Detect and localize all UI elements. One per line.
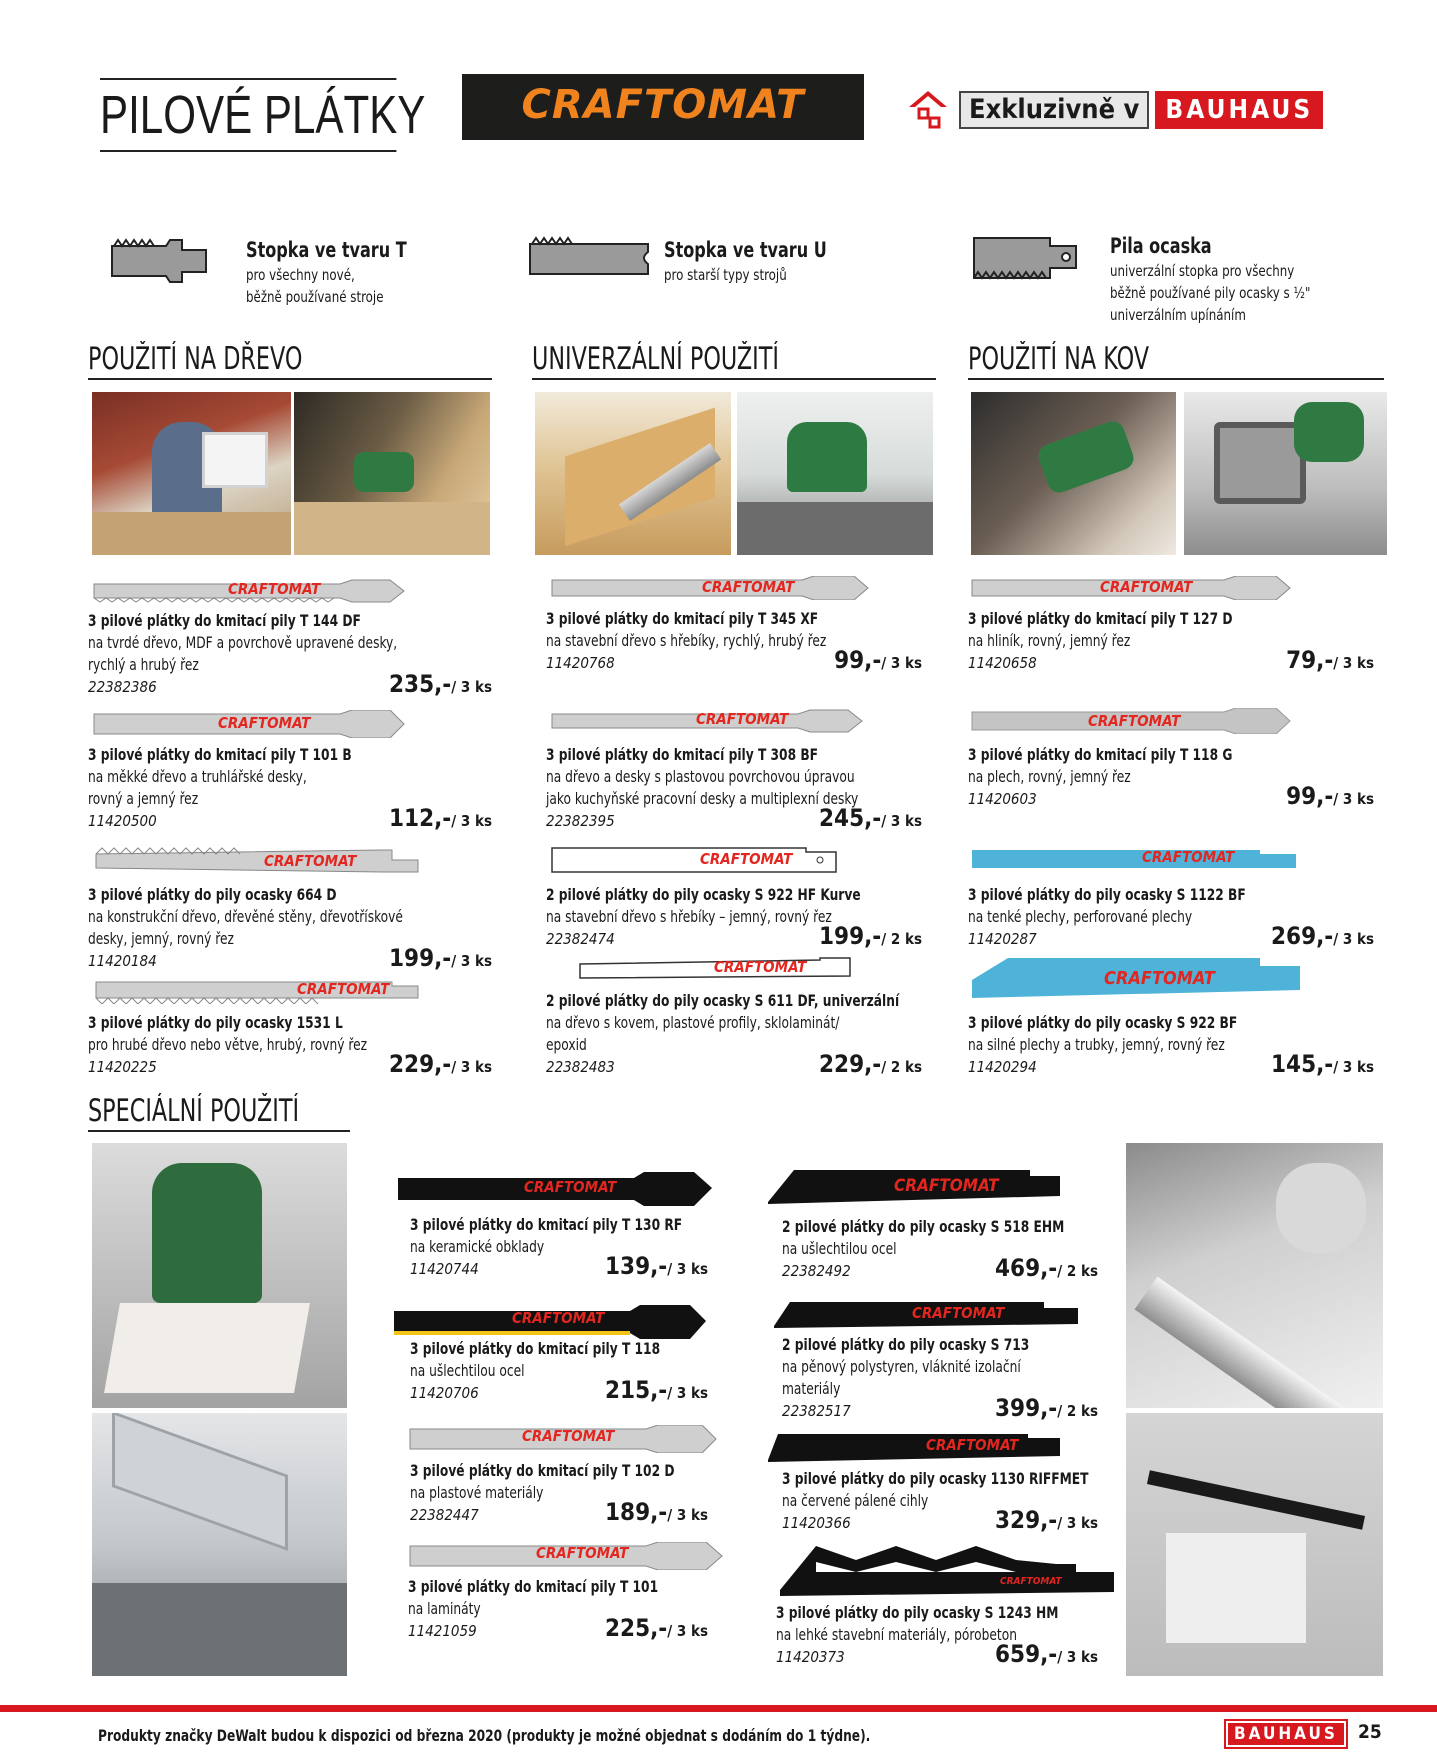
blade-664d: CRAFTOMAT [92, 846, 420, 876]
blade-t118g: CRAFTOMAT [968, 708, 1292, 734]
blade-t101: CRAFTOMAT [406, 1542, 724, 1570]
heading-wood: POUŽITÍ NA DŘEVO [88, 340, 492, 380]
price-1531l: 229,-/ 3 ks [389, 1050, 492, 1078]
product-t144df: 3 pilové plátky do kmitací pily T 144 DF na tvrdé dřevo, MDF a povrchově upravené desky, rychlý a hrubý řez 22382386 235,-/ 3 ks [88, 611, 492, 698]
u-shank-icon [528, 236, 652, 280]
price-s713: 399,-/ 2 ks [995, 1394, 1098, 1422]
shank-desc-t: pro všechny nové, běžně používané stroje [246, 266, 384, 306]
craftomat-logo: CRAFTOMAT [462, 74, 864, 140]
blade-s518ehm: CRAFTOMAT [764, 1166, 1064, 1204]
blade-s922hf: CRAFTOMAT [548, 842, 840, 876]
photo-aluminium-profile [92, 1413, 347, 1676]
blade-s1122bf: CRAFTOMAT [968, 846, 1300, 872]
shank-desc-u: pro starší typy strojů [664, 266, 787, 284]
price-t102d: 189,-/ 3 ks [605, 1498, 708, 1526]
product-t102d: 3 pilové plátky do kmitací pily T 102 D na plastové materiály 22382447 189,-/ 3 ks [410, 1461, 708, 1526]
page-number: 25 [1358, 1721, 1382, 1743]
heading-universal: UNIVERZÁLNÍ POUŽITÍ [532, 340, 936, 380]
exclusive-badge [905, 88, 1323, 132]
product-t308bf: 3 pilové plátky do kmitací pily T 308 BF na dřevo a desky s plastovou povrchovou úpravou jako kuchyňské pracovní desky a multiplexní desky 22382395 245,-/ 3 ks [546, 745, 922, 832]
product-t130rf: 3 pilové plátky do kmitací pily T 130 RF na keramické obklady 11420744 139,-/ 3 ks [410, 1215, 708, 1280]
price-t118: 215,-/ 3 ks [605, 1376, 708, 1404]
price-s518ehm: 469,-/ 2 ks [995, 1254, 1098, 1282]
photo-saw-brick [1126, 1413, 1383, 1676]
product-s611df: 2 pilové plátky do pily ocasky S 611 DF, univerzální na dřevo s kovem, plastové profily, sklolaminát/ epoxid 22382483 229,-/ 2 ks [546, 991, 922, 1078]
product-t101b: 3 pilové plátky do kmitací pily T 101 B na měkké dřevo a truhlářské desky, rovný a jemný řez 11420500 112,-/ 3 ks [88, 745, 492, 832]
blade-s713: CRAFTOMAT [770, 1300, 1082, 1330]
price-t308bf: 245,-/ 3 ks [819, 804, 922, 832]
blade-1130riffmet: CRAFTOMAT [764, 1430, 1064, 1464]
price-t127d: 79,-/ 3 ks [1286, 646, 1374, 674]
heading-special: SPECIÁLNÍ POUŽITÍ [88, 1092, 350, 1132]
blade-s1243hm: CRAFTOMAT [776, 1542, 1118, 1598]
blade-s922bf: CRAFTOMAT [968, 956, 1304, 1000]
bauhaus-logo: BAUHAUS [1155, 91, 1323, 129]
blade-t130rf: CRAFTOMAT [394, 1172, 718, 1206]
footer-bar [0, 1705, 1437, 1712]
price-t130rf: 139,-/ 3 ks [605, 1252, 708, 1280]
exclusive-text: Exkluzivně v [959, 91, 1149, 129]
product-t127d: 3 pilové plátky do kmitací pily T 127 D na hliník, rovný, jemný řez 11420658 79,-/ 3 ks [968, 609, 1374, 674]
photo-saw-steel-pipe [1126, 1143, 1383, 1408]
photo-jigsaw-tiles [92, 1143, 347, 1408]
footer-bauhaus-logo: BAUHAUS [1226, 1721, 1346, 1747]
price-t118g: 99,-/ 3 ks [1286, 782, 1374, 810]
heading-metal: POUŽITÍ NA KOV [968, 340, 1384, 380]
price-t101: 225,-/ 3 ks [605, 1614, 708, 1642]
price-s1122bf: 269,-/ 3 ks [1271, 922, 1374, 950]
photo-jigsaw-wood [294, 392, 490, 555]
page-title: PILOVÉ PLÁTKY [100, 78, 396, 152]
bauhaus-house-icon [905, 87, 951, 133]
price-s611df: 229,-/ 2 ks [819, 1050, 922, 1078]
blade-t102d: CRAFTOMAT [406, 1425, 718, 1453]
blade-t118: CRAFTOMAT [390, 1305, 708, 1339]
product-1531l: 3 pilové plátky do pily ocasky 1531 L pro hrubé dřevo nebo větve, hrubý, rovný řez 11420225 229,-/ 3 ks [88, 1013, 492, 1078]
product-t101: 3 pilové plátky do kmitací pily T 101 na lamináty 11421059 225,-/ 3 ks [408, 1577, 708, 1642]
shank-title-reciprocating: Pila ocaska [1110, 234, 1212, 258]
blade-t144df: CRAFTOMAT [90, 578, 406, 604]
product-s1243hm: 3 pilové plátky do pily ocasky S 1243 HM na lehké stavební materiály, pórobeton 11420373 659,-/ 3 ks [776, 1603, 1098, 1668]
price-t345xf: 99,-/ 3 ks [834, 646, 922, 674]
blade-s611df: CRAFTOMAT [576, 954, 854, 982]
footer-note: Produkty značky DeWalt budou k dispozici od března 2020 (produkty je možné objednat s dodáním do 1 týdne). [98, 1726, 871, 1745]
price-s1243hm: 659,-/ 3 ks [995, 1640, 1098, 1668]
product-s922bf: 3 pilové plátky do pily ocasky S 922 BF na silné plechy a trubky, jemný, rovný řez 11420294 145,-/ 3 ks [968, 1013, 1374, 1078]
product-t118g: 3 pilové plátky do kmitací pily T 118 G na plech, rovný, jemný řez 11420603 99,-/ 3 ks [968, 745, 1374, 810]
product-664d: 3 pilové plátky do pily ocasky 664 D na konstrukční dřevo, dřevěné stěny, dřevotřískové desky, jemný, rovný řez 11420184 199,-/ 3 ks [88, 885, 492, 972]
product-s1122bf: 3 pilové plátky do pily ocasky S 1122 BF na tenké plechy, perforované plechy 11420287 269,-/ 3 ks [968, 885, 1374, 950]
price-s922hf: 199,-/ 2 ks [819, 922, 922, 950]
photo-jigsaw-metal-pipe [1184, 392, 1387, 555]
reciprocating-shank-icon [972, 234, 1080, 282]
photo-jigsaw-countertop [737, 392, 933, 555]
t-shank-icon [110, 236, 208, 286]
product-s518ehm: 2 pilové plátky do pily ocasky S 518 EHM na ušlechtilou ocel 22382492 469,-/ 2 ks [782, 1217, 1098, 1282]
blade-t308bf: CRAFTOMAT [548, 708, 864, 734]
product-s713: 2 pilové plátky do pily ocasky S 713 na pěnový polystyren, vláknité izolační materiály 22382517 399,-/ 2 ks [782, 1335, 1098, 1422]
blade-1531l: CRAFTOMAT [92, 976, 422, 1004]
product-t118: 3 pilové plátky do kmitací pily T 118 na ušlechtilou ocel 11420706 215,-/ 3 ks [410, 1339, 708, 1404]
product-1130riffmet: 3 pilové plátky do pily ocasky 1130 RIFFMET na červené pálené cihly 11420366 329,-/ 3 ks [782, 1469, 1098, 1534]
shank-title-t: Stopka ve tvaru T [246, 238, 407, 262]
shank-desc-reciprocating: univerzální stopka pro všechny běžně používané pily ocasky s ½" univerzálním upínáním [1110, 262, 1311, 324]
product-t345xf: 3 pilové plátky do kmitací pily T 345 XF na stavební dřevo s hřebíky, rychlý, hrubý řez 11420768 99,-/ 3 ks [546, 609, 922, 674]
price-s922bf: 145,-/ 3 ks [1271, 1050, 1374, 1078]
photo-man-drilling-wood [92, 392, 291, 555]
price-1130riffmet: 329,-/ 3 ks [995, 1506, 1098, 1534]
price-t101b: 112,-/ 3 ks [389, 804, 492, 832]
blade-t101b: CRAFTOMAT [90, 710, 406, 738]
blade-t127d: CRAFTOMAT [968, 576, 1292, 600]
blade-t345xf: CRAFTOMAT [548, 576, 870, 600]
price-664d: 199,-/ 3 ks [389, 944, 492, 972]
shank-title-u: Stopka ve tvaru U [664, 238, 827, 262]
product-s922hf: 2 pilové plátky do pily ocasky S 922 HF Kurve na stavební dřevo s hřebíky – jemný, rovný řez 22382474 199,-/ 2 ks [546, 885, 922, 950]
photo-reciprocating-saw-metal [971, 392, 1176, 555]
price-t144df: 235,-/ 3 ks [389, 670, 492, 698]
photo-wood-beam-nails [535, 392, 731, 555]
